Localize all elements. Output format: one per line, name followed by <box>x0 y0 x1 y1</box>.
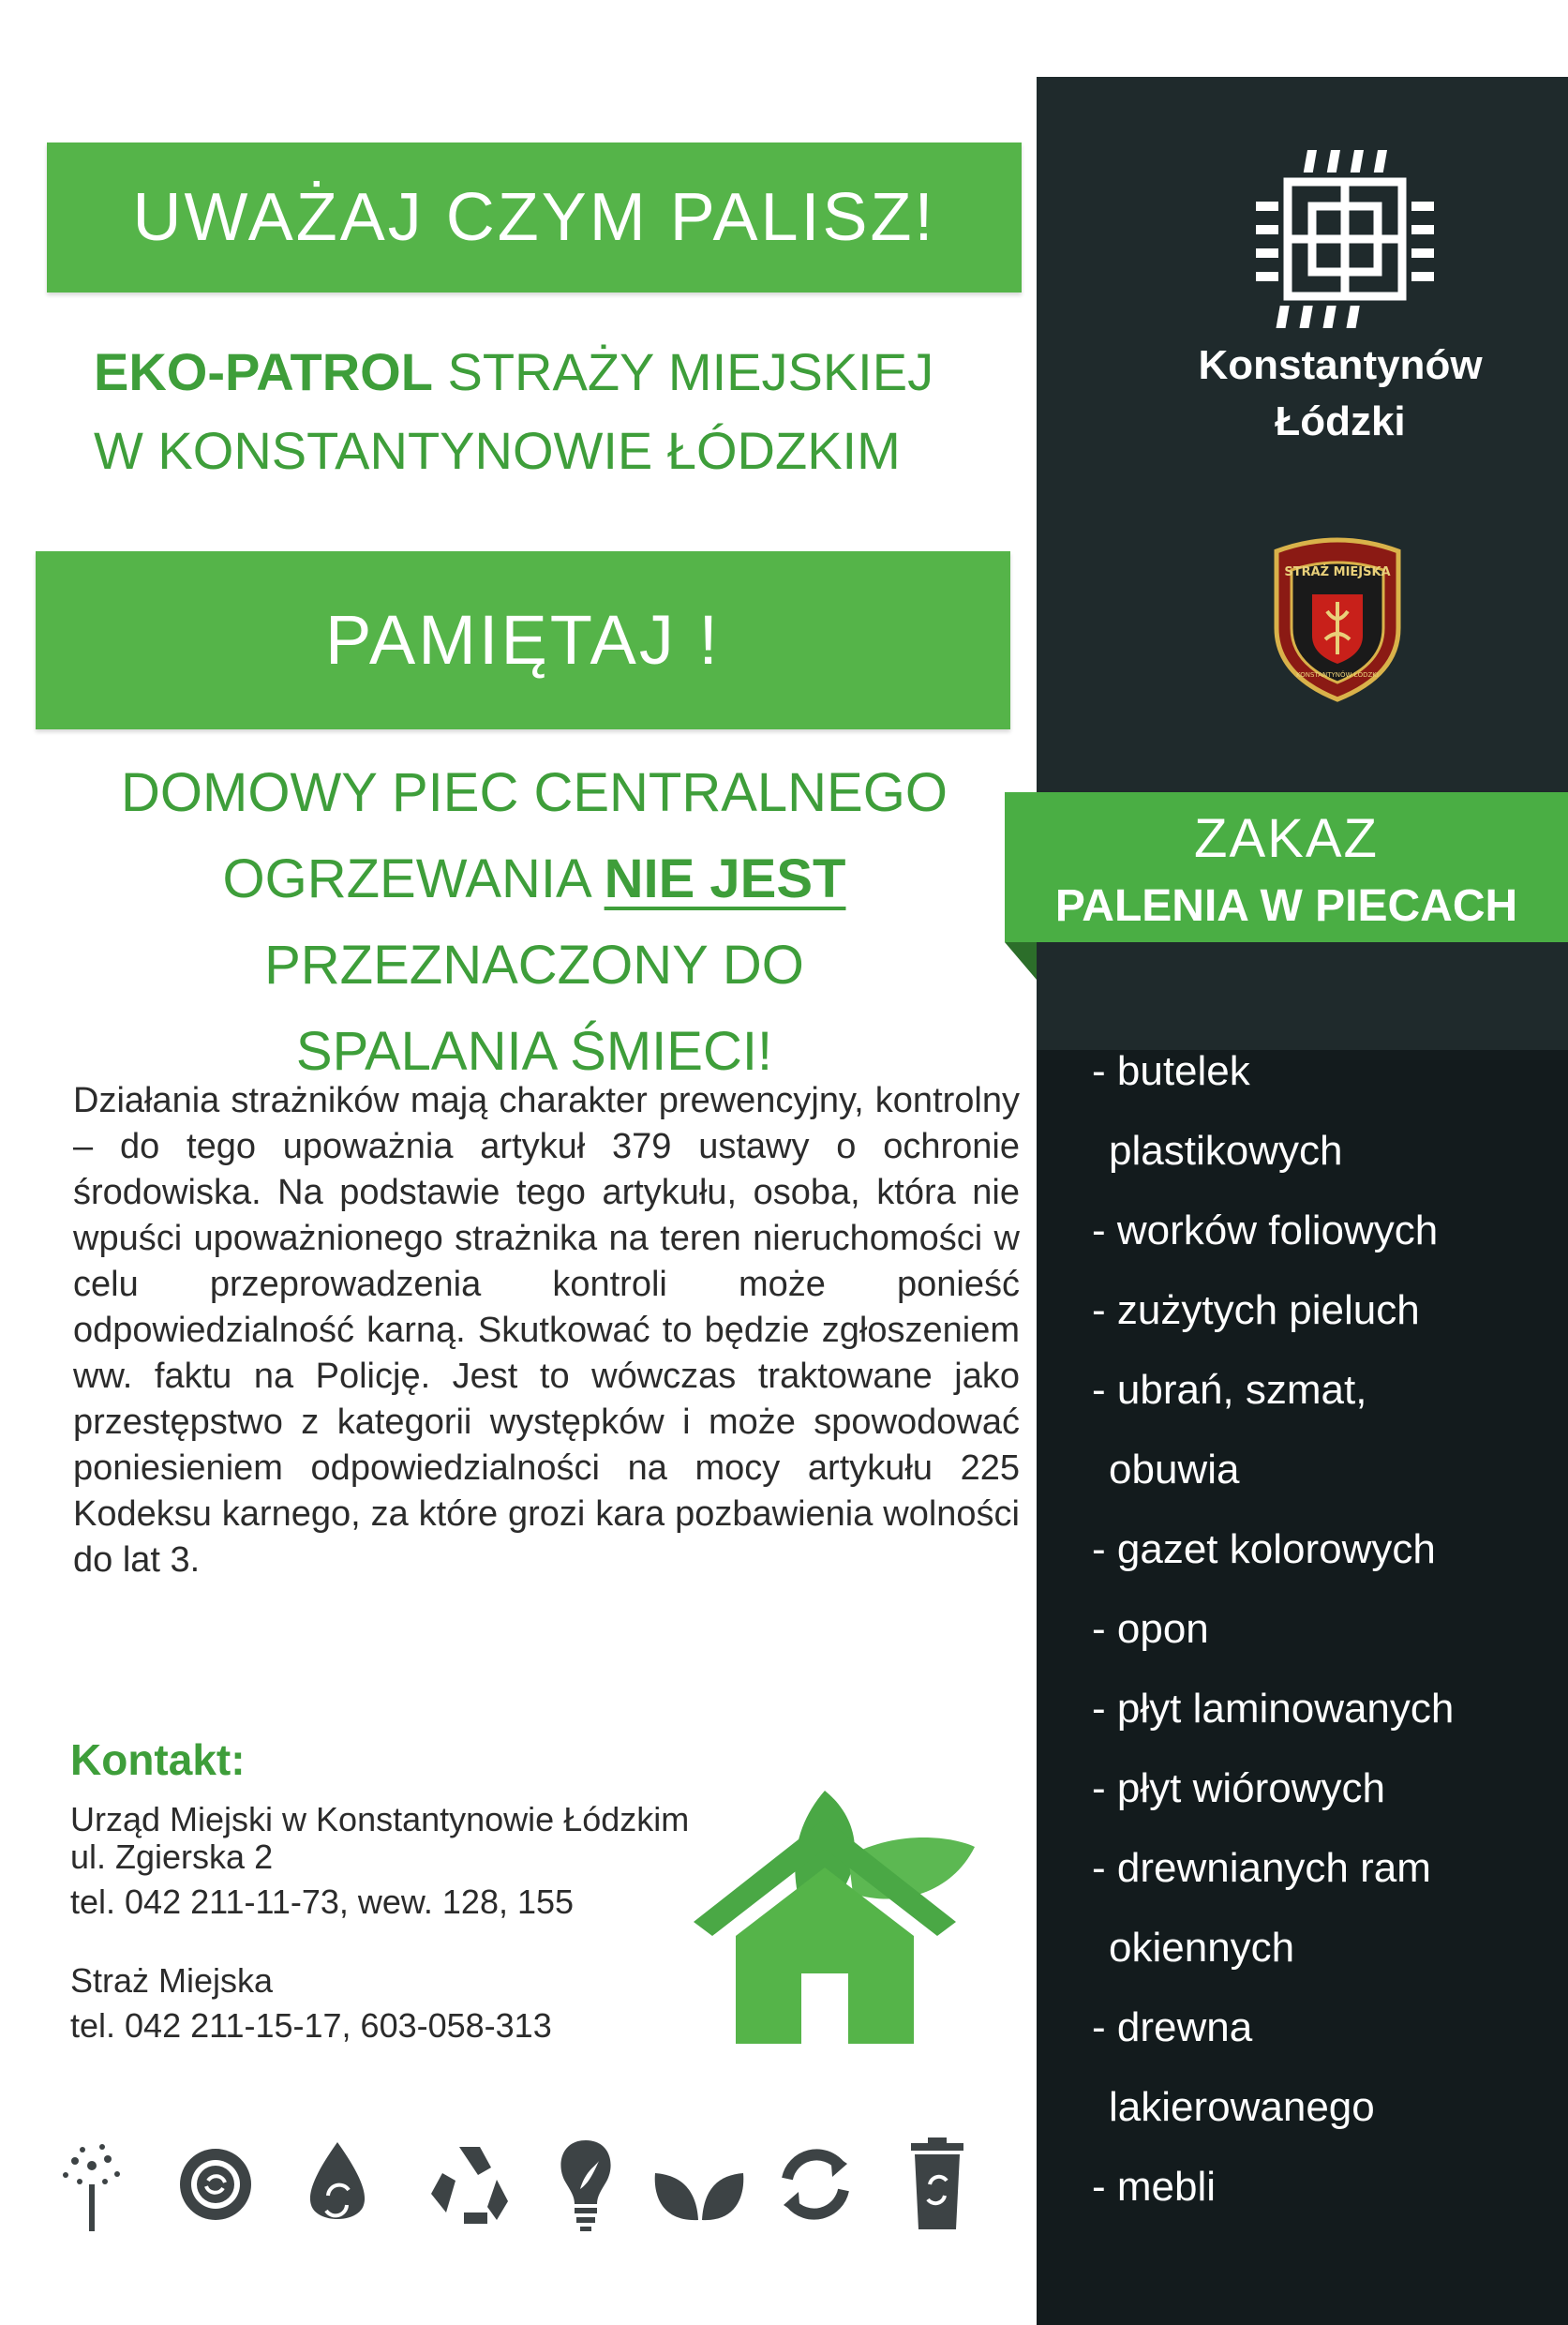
remember-heading: PAMIĘTAJ ! <box>325 601 721 679</box>
warning-text <box>37 750 1031 1095</box>
list-item: - drewnianych ram <box>1092 1845 1431 1891</box>
tree-icon <box>63 2144 120 2231</box>
list-item: okiennych <box>1109 1925 1295 1971</box>
subtitle-bold: EKO-PATROL <box>94 342 433 401</box>
water-drop-recycle-icon <box>310 2142 365 2219</box>
list-item: - płyt wiórowych <box>1092 1765 1385 1811</box>
contact-guard-phone: tel. 042 211-15-17, 603-058-313 <box>70 2006 552 2045</box>
warning-line4: SPALANIA ŚMIECI! <box>295 1021 773 1082</box>
list-item: - zużytych pieluch <box>1092 1287 1420 1333</box>
contact-heading: Kontakt: <box>70 1735 246 1784</box>
subtitle-line2: W KONSTANTYNOWIE ŁÓDZKIM <box>94 421 901 480</box>
contact-street: ul. Zgierska 2 <box>70 1838 274 1876</box>
city-guard-badge-icon <box>1267 534 1408 703</box>
badge-ring-text: KONSTANTYNÓW ŁÓDZKI <box>1296 671 1379 679</box>
ban-title: ZAKAZ <box>1194 808 1379 869</box>
list-item: - butelek <box>1092 1048 1250 1094</box>
recycle-bin-icon <box>911 2138 963 2229</box>
body-paragraph: Działania strażników mają charakter prewencyjny, kontrolny – do tego upoważnia artykuł 379 ustawy o ochronie środowiska. Na podstawie tego artykułu, osoba, która nie wpuści upoważnionego strażnika na teren nieruchomości w celu przeprowadzenia kontroli może ponieść odpowiedzialność karną. Skutkować to będzie zgłoszeniem ww. faktu na Policję. Jest to wówczas traktowane jako przestępstwo z kategorii występków i może spowodować poniesieniem odpowiedzialności na mocy artykułu 225 Kodeksu karnego, za które grozi kara pozbawienia wolności do lat 3. <box>73 1081 1020 1580</box>
list-item: - drewna <box>1092 2004 1253 2050</box>
town-name <box>1125 338 1556 450</box>
warning-line2-pre: OGRZEWANIA <box>222 848 605 909</box>
list-item: lakierowanego <box>1109 2084 1375 2130</box>
list-item: plastikowych <box>1109 1128 1343 1174</box>
list-item: - opon <box>1092 1606 1209 1652</box>
warning-line1: DOMOWY PIEC CENTRALNEGO <box>121 762 948 823</box>
eco-icon-row <box>52 2133 998 2236</box>
list-item: - gazet kolorowych <box>1092 1526 1436 1572</box>
sun-recycle-icon <box>180 2149 251 2220</box>
warning-line3: PRZEZNACZONY DO <box>264 935 804 996</box>
town-name-line2: Łódzki <box>1275 398 1406 444</box>
ban-list <box>1092 1031 1561 2227</box>
ban-subtitle: PALENIA W PIECACH <box>1054 881 1518 931</box>
refresh-icon <box>784 2152 847 2216</box>
eco-house-icon <box>684 1762 975 2044</box>
leaves-icon <box>655 2173 744 2220</box>
list-item: obuwia <box>1109 1447 1240 1492</box>
contact-office: Urząd Miejski w Konstantynowie Łódzkim <box>70 1800 690 1838</box>
page-title: UWAŻAJ CZYM PALISZ! <box>132 180 936 255</box>
list-item: - worków foliowych <box>1092 1208 1439 1253</box>
list-item: - mebli <box>1092 2164 1217 2210</box>
recycle-arrows-icon <box>431 2147 508 2224</box>
town-emblem-icon <box>1256 150 1434 328</box>
list-item: - płyt laminowanych <box>1092 1686 1455 1732</box>
contact-office-phone: tel. 042 211-11-73, wew. 128, 155 <box>70 1882 575 1921</box>
town-name-line1: Konstantynów <box>1198 342 1483 388</box>
subtitle <box>94 333 1012 490</box>
badge-top-text: STRAŻ MIEJSKA <box>1284 565 1391 579</box>
subtitle-line1-rest: STRAŻY MIEJSKIEJ <box>432 342 934 401</box>
lightbulb-icon <box>560 2140 610 2231</box>
list-item: - ubrań, szmat, <box>1092 1367 1367 1413</box>
contact-guard: Straż Miejska <box>70 1961 274 2000</box>
warning-emphasis: NIE JEST <box>604 848 846 909</box>
